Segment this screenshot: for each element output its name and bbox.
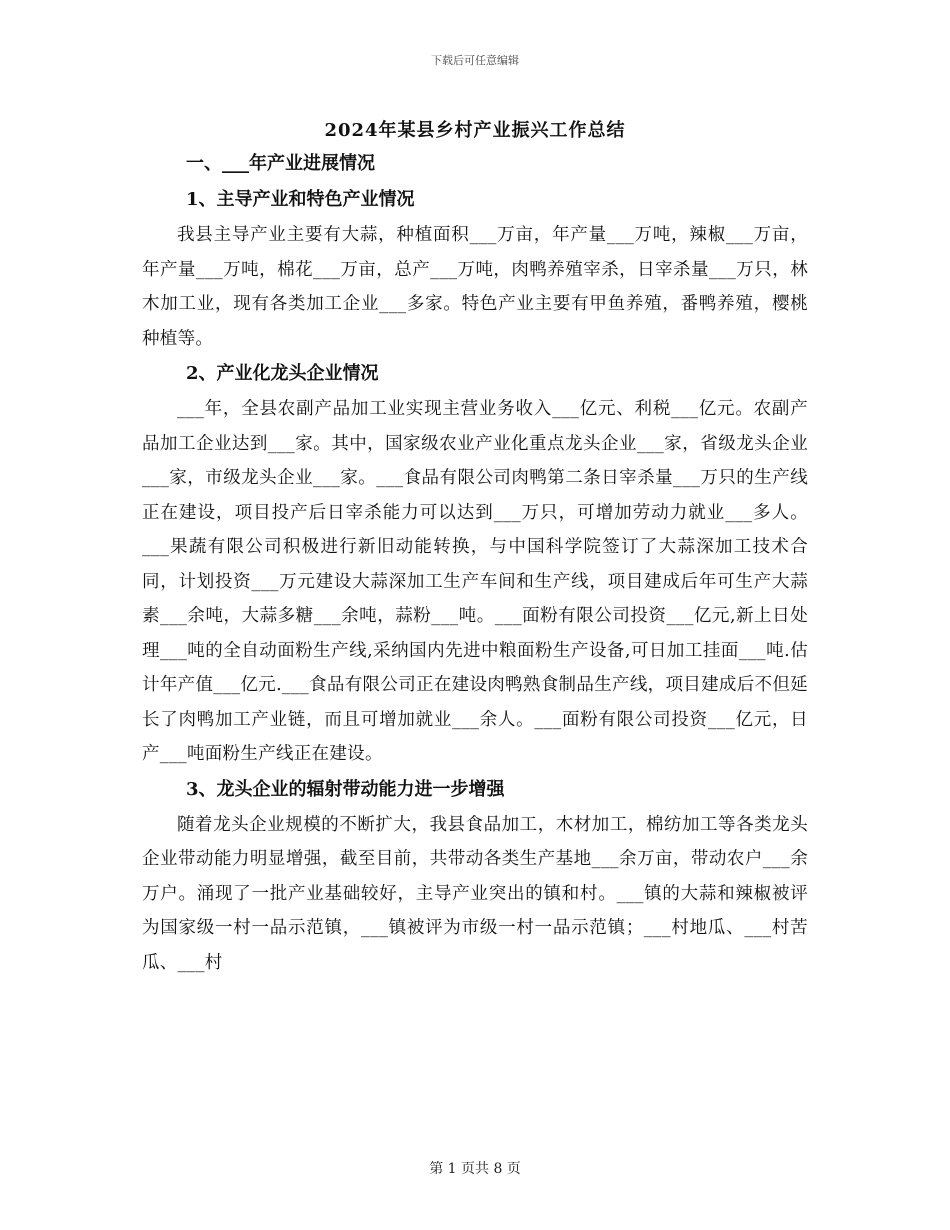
section-heading-1: 一、___年产业进展情况 [186,153,375,174]
page-footer: 第 1 页共 8 页 [429,1161,521,1177]
paragraph-1-3: 随着龙头企业规模的不断扩大，我县食品加工，木材加工，棉纺加工等各类龙头企业带动能力明显增强，截至目前，共带动各类生产基地___余万亩，带动农户___余万户。涌现了一批产业基础较好，主导产业突出的镇和村。___镇的大蒜和辣椒被评为国家级一村一品示范镇，___镇被评为市级一村一品示范镇；___村地瓜、___村苦瓜、___村 [142,814,808,973]
paragraph-1-1: 我县主导产业主要有大蒜，种植面积___万亩，年产量___万吨，辣椒___万亩，年产量___万吨，棉花___万亩，总产___万吨，肉鸭养殖宰杀，日宰杀量___万只，林木加工业，现有各类加工企业___多家。特色产业主要有甲鱼养殖，番鸭养殖，樱桃种植等。 [142,225,808,349]
subsection-heading-1-1: 1、主导产业和特色产业情况 [186,189,415,210]
paragraph-1-2: ___年，全县农副产品加工业实现主营业务收入___亿元、利税___亿元。农副产品加工企业达到___家。其中，国家级农业产业化重点龙头企业___家，省级龙头企业___家，市级龙头企业___家。___食品有限公司肉鸭第二条日宰杀量___万只的生产线正在建设，项目投产后日宰杀能力可以达到___万只，可增加劳动力就业___多人。___果蔬有限公司积极进行新旧动能转换，与中国科学院签订了大蒜深加工技术合同，计划投资___万元建设大蒜深加工生产车间和生产线，项目建成后年可生产大蒜素___余吨，大蒜多糖___余吨，蒜粉___吨。___面粉有限公司投资___亿元,新上日处理___吨的全自动面粉生产线,采纳国内先进中粮面粉生产设备,可日加工挂面___吨.估计年产值___亿元.___食品有限公司正在建设肉鸭熟食制品生产线，项目建成后不但延长了肉鸭加工产业链，而且可增加就业___余人。___面粉有限公司投资___亿元，日产___吨面粉生产线正在建设。 [142,399,808,764]
page-header: 下载后可任意编辑 [431,54,519,67]
document-body [142,146,808,980]
subsection-heading-1-2: 2、产业化龙头企业情况 [186,363,379,384]
subsection-heading-1-3: 3、龙头企业的辐射带动能力进一步增强 [186,778,505,800]
document-title: 2024年某县乡村产业振兴工作总结 [324,120,626,141]
